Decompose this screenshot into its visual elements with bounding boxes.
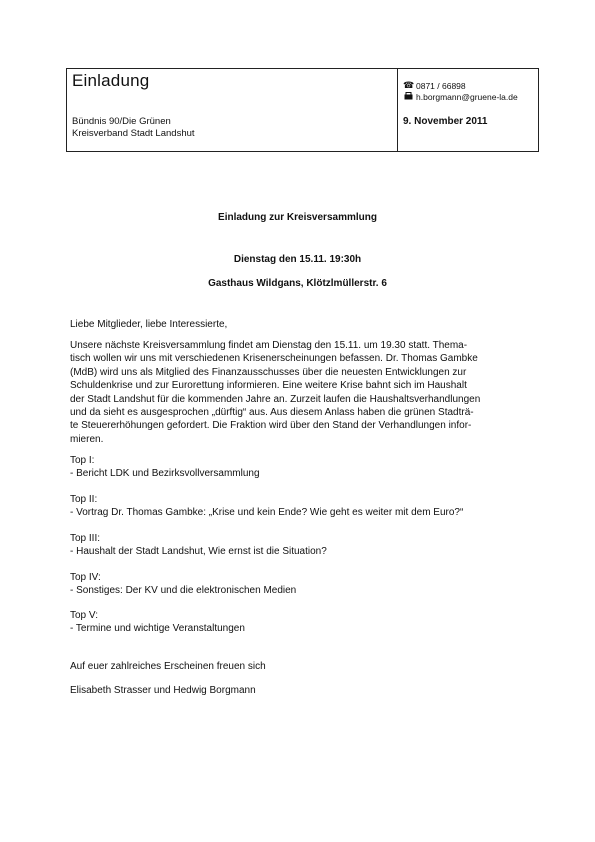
phone-number: 0871 / 66898 xyxy=(416,80,466,91)
agenda-item xyxy=(70,571,296,598)
body-paragraph xyxy=(70,339,530,446)
agenda-item xyxy=(70,609,245,636)
agenda-item xyxy=(70,454,260,481)
agenda-text: - Bericht LDK und Bezirksvollversammlung xyxy=(70,468,260,480)
fax-icon xyxy=(403,92,413,102)
contact-email xyxy=(403,92,518,102)
agenda-item xyxy=(70,493,463,520)
event-location: Gasthaus Wildgans, Klötzlmüllerstr. 6 xyxy=(208,278,387,289)
body-line: Unsere nächste Kreisversammlung findet am Dienstag den 15.11. um 19.30 statt. Thema- xyxy=(70,340,468,351)
email-address: h.borgmann@gruene-la.de xyxy=(416,92,518,102)
body-line: der Stadt Landshut für die kommenden Jahre an. Zurzeit laufen die Haushaltsverhandlungen xyxy=(70,393,481,405)
signature-line: Elisabeth Strasser und Hedwig Borgmann xyxy=(70,685,256,696)
agenda-text: - Termine und wichtige Veranstaltungen xyxy=(70,623,245,635)
agenda-label: Top V: xyxy=(70,610,98,621)
agenda-text: - Haushalt der Stadt Landshut, Wie ernst ist die Situation? xyxy=(70,546,327,558)
phone-icon: ☎ xyxy=(403,80,415,90)
body-line: te Steuererhöhungen gefordert. Die Fraktion wird über den Stand der Verhandlungen infor- xyxy=(70,420,472,432)
letterhead-divider xyxy=(397,69,398,151)
agenda-label: Top II: xyxy=(70,494,98,505)
body-line: (MdB) wird uns als Mitglied des Finanzausschusses über die neuesten Entwicklungen zur xyxy=(70,366,467,378)
letter-date: 9. November 2011 xyxy=(403,116,488,127)
agenda-label: Top IV: xyxy=(70,572,101,583)
organization-name: Bündnis 90/Die Grünen xyxy=(72,116,171,127)
body-line: tisch wollen wir uns mit verschiedenen Krisenerscheinungen befassen. Dr. Thomas Gambke xyxy=(70,353,478,365)
document-title: Einladung xyxy=(72,71,150,90)
body-line: mieren. xyxy=(70,433,104,445)
agenda-item xyxy=(70,532,327,559)
agenda-label: Top I: xyxy=(70,455,95,466)
organization-unit: Kreisverband Stadt Landshut xyxy=(72,128,195,139)
agenda-text: - Vortrag Dr. Thomas Gambke: „Krise und kein Ende? Wie geht es weiter mit dem Euro?“ xyxy=(70,507,464,519)
agenda-label: Top III: xyxy=(70,533,101,544)
letterhead-box xyxy=(66,68,539,152)
contact-phone xyxy=(403,80,466,91)
agenda-text: - Sonstiges: Der KV und die elektronischen Medien xyxy=(70,585,297,597)
closing-line: Auf euer zahlreiches Erscheinen freuen sich xyxy=(70,661,266,672)
invitation-heading: Einladung zur Kreisversammlung xyxy=(218,212,377,223)
body-line: Schuldenkrise und zur Eurorettung informieren. Eine weitere Krise bahnt sich im Haushalt xyxy=(70,380,467,392)
greeting: Liebe Mitglieder, liebe Interessierte, xyxy=(70,319,228,330)
body-line: und da sieht es ausgesprochen „dürftig“ aus. Aus diesem Anlass haben die grünen Stadträ- xyxy=(70,407,474,419)
event-datetime: Dienstag den 15.11. 19:30h xyxy=(233,254,362,265)
